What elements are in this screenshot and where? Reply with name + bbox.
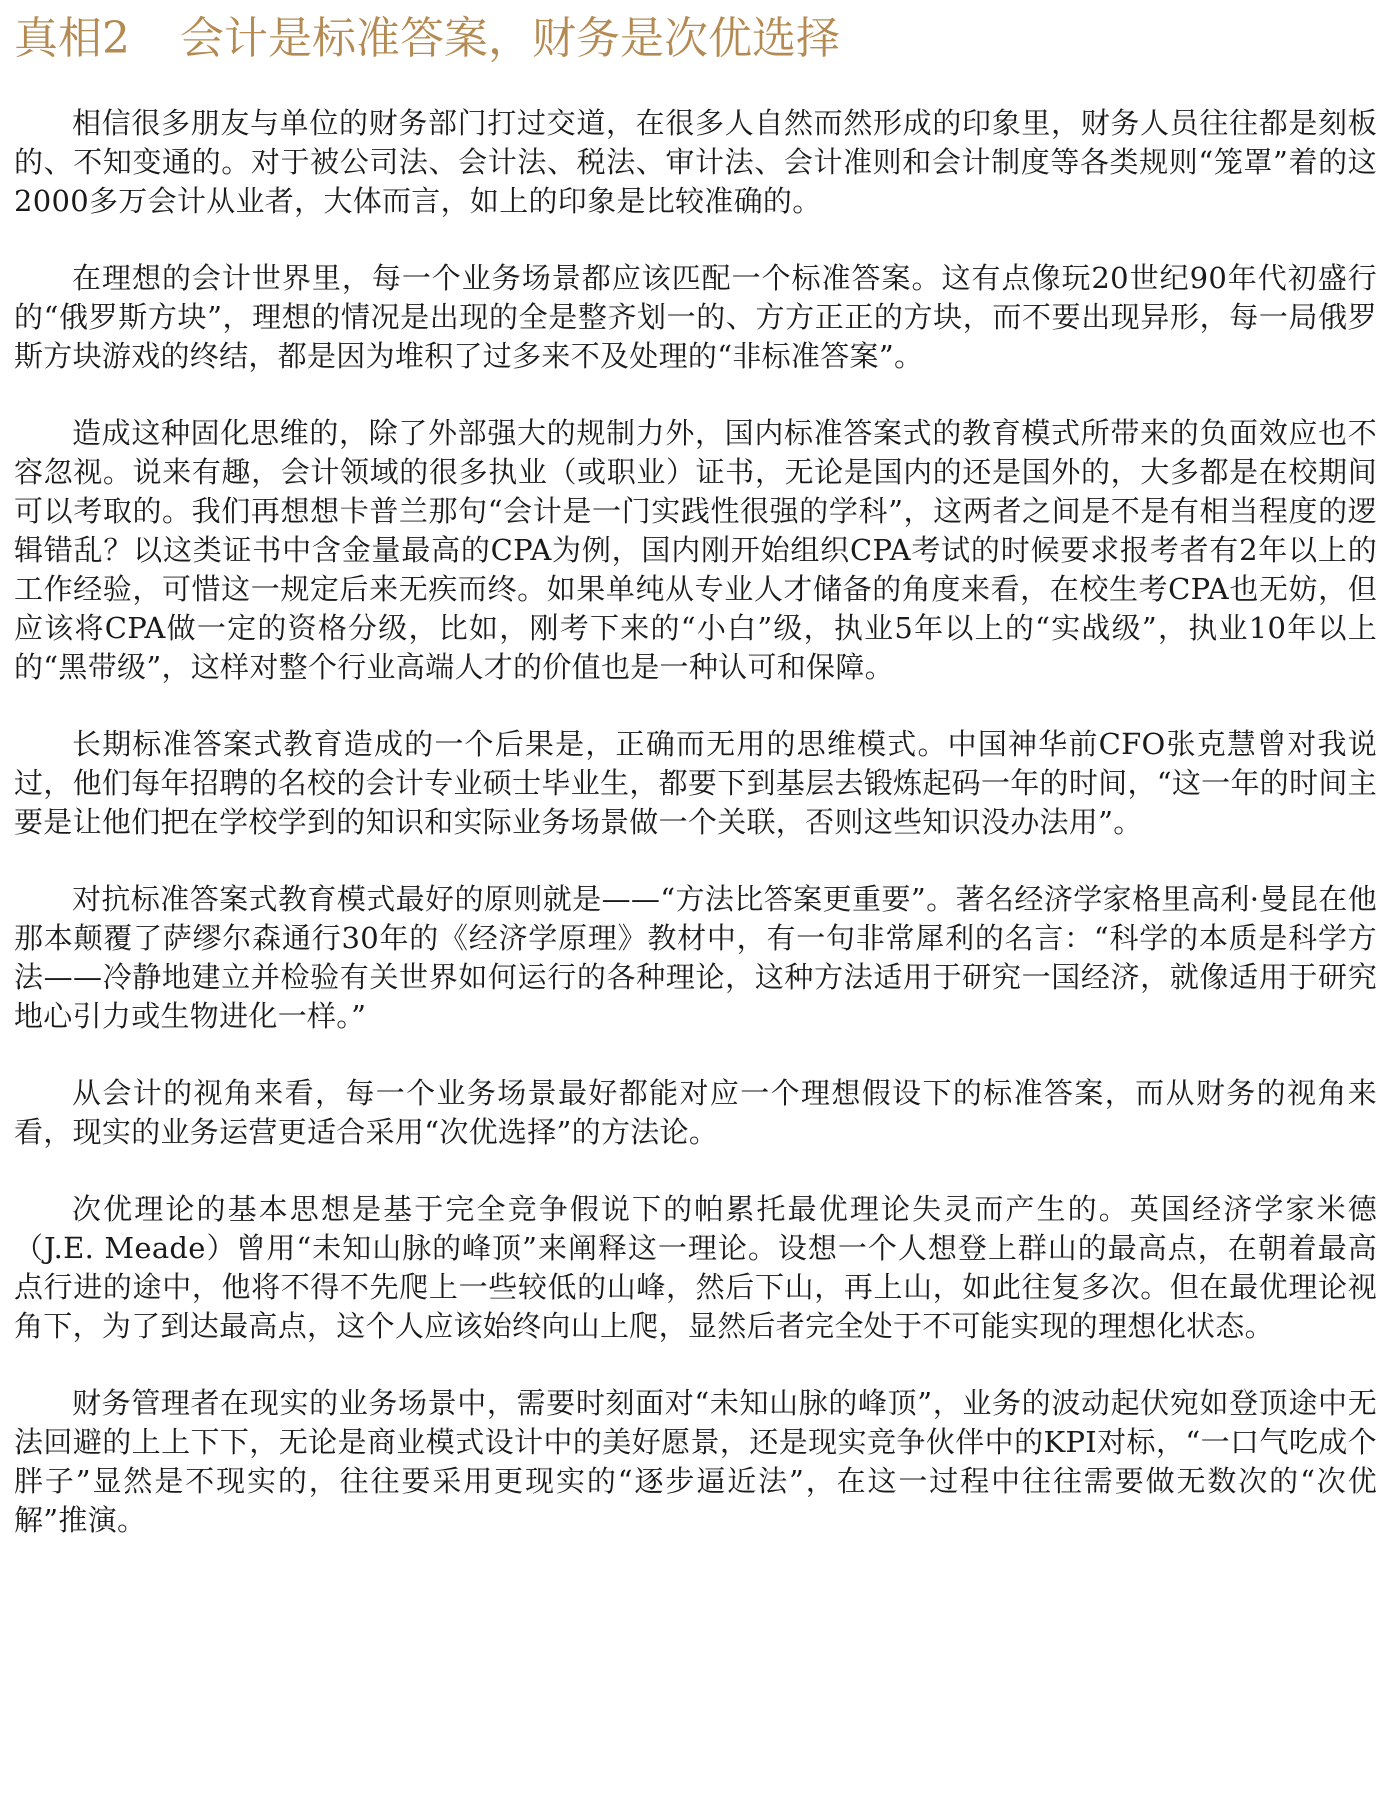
paragraph: 次优理论的基本思想是基于完全竞争假说下的帕累托最优理论失灵而产生的。英国经济学家米德（J.E. Meade）曾用“未知山脉的峰顶”来阐释这一理论。设想一个人想登上群山的最高点，在朝着最高点行进的途中，他将不得不先爬上一些较低的山峰，然后下山，再上山，如此往复多次。但在最优理论视角下，为了到达最高点，这个人应该始终向山上爬，显然后者完全处于不可能实现的理想化状态。 <box>14 1192 1377 1343</box>
paragraph: 财务管理者在现实的业务场景中，需要时刻面对“未知山脉的峰顶”，业务的波动起伏宛如登顶途中无法回避的上上下下，无论是商业模式设计中的美好愿景，还是现实竞争伙伴中的KPI对标，“一口气吃成个胖子”显然是不现实的，往往要采用更现实的“逐步逼近法”，在这一过程中往往需要做无数次的“次优解”推演。 <box>14 1386 1377 1537</box>
paragraph: 长期标准答案式教育造成的一个后果是，正确而无用的思维模式。中国神华前CFO张克慧曾对我说过，他们每年招聘的名校的会计专业硕士毕业生，都要下到基层去锻炼起码一年的时间，“这一年的时间主要是让他们把在学校学到的知识和实际业务场景做一个关联，否则这些知识没办法用”。 <box>14 727 1377 839</box>
section-title: 会计是标准答案，财务是次优选择 <box>180 13 840 64</box>
paragraph: 对抗标准答案式教育模式最好的原则就是——“方法比答案更重要”。著名经济学家格里高利·曼昆在他那本颠覆了萨缪尔森通行30年的《经济学原理》教材中，有一句非常犀利的名言：“科学的本质是科学方法——冷静地建立并检验有关世界如何运行的各种理论，这种方法适用于研究一国经济，就像适用于研究地心引力或生物进化一样。” <box>14 882 1377 1033</box>
paragraph: 相信很多朋友与单位的财务部门打过交道，在很多人自然而然形成的印象里，财务人员往往都是刻板的、不知变通的。对于被公司法、会计法、税法、审计法、会计准则和会计制度等各类规则“笼罩”着的这2000多万会计从业者，大体而言，如上的印象是比较准确的。 <box>14 106 1377 218</box>
article-body <box>14 104 1377 1540</box>
section-number: 真相2 <box>14 13 130 64</box>
paragraph: 从会计的视角来看，每一个业务场景最好都能对应一个理想假设下的标准答案，而从财务的视角来看，现实的业务运营更适合采用“次优选择”的方法论。 <box>14 1076 1377 1149</box>
paragraph: 在理想的会计世界里，每一个业务场景都应该匹配一个标准答案。这有点像玩20世纪90年代初盛行的“俄罗斯方块”，理想的情况是出现的全是整齐划一的、方方正正的方块，而不要出现异形，每一局俄罗斯方块游戏的终结，都是因为堆积了过多来不及处理的“非标准答案”。 <box>14 261 1377 373</box>
section-heading <box>14 0 1377 68</box>
paragraph: 造成这种固化思维的，除了外部强大的规制力外，国内标准答案式的教育模式所带来的负面效应也不容忽视。说来有趣，会计领域的很多执业（或职业）证书，无论是国内的还是国外的，大多都是在校期间可以考取的。我们再想想卡普兰那句“会计是一门实践性很强的学科”，这两者之间是不是有相当程度的逻辑错乱？以这类证书中含金量最高的CPA为例，国内刚开始组织CPA考试的时候要求报考者有2年以上的工作经验，可惜这一规定后来无疾而终。如果单纯从专业人才储备的角度来看，在校生考CPA也无妨，但应该将CPA做一定的资格分级，比如，刚考下来的“小白”级，执业5年以上的“实战级”，执业10年以上的“黑带级”，这样对整个行业高端人才的价值也是一种认可和保障。 <box>14 416 1377 684</box>
